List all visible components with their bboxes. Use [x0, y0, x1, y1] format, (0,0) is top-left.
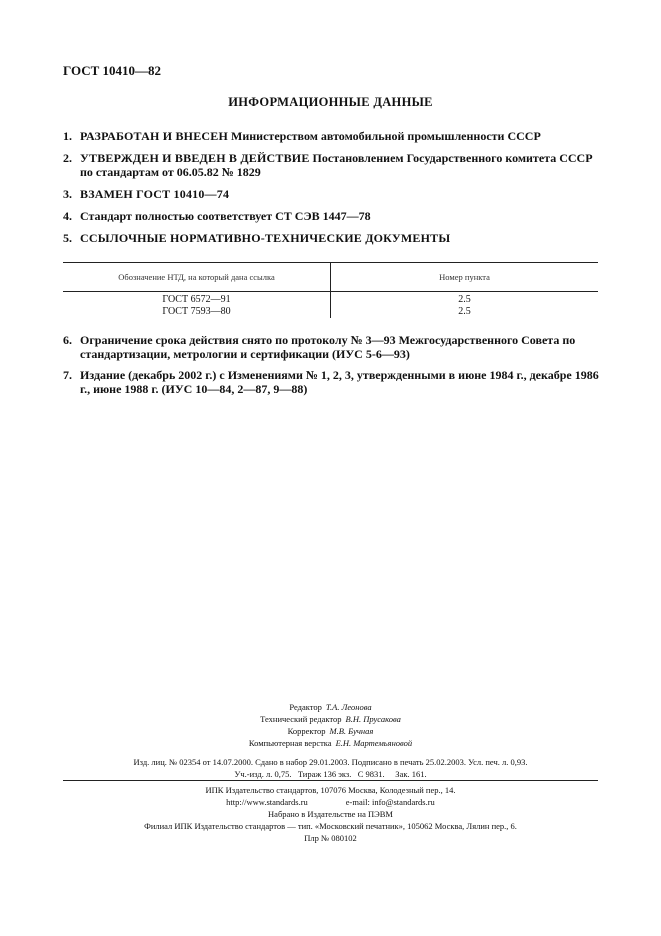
credit-line: [0, 701, 661, 713]
publication-info: [0, 756, 661, 780]
imprint-typeset: Набрано в Издательстве на ПЭВМ: [268, 809, 393, 819]
list-item: [63, 151, 603, 179]
table-cell: ГОСТ 7593—80: [63, 306, 331, 318]
info-list-continued: [63, 333, 603, 403]
imprint-address: ИПК Издательство стандартов, 107076 Москва, Колодезный пер., 14.: [205, 785, 456, 795]
info-list: [63, 129, 603, 253]
credit-role: Технический редактор: [260, 714, 342, 724]
column-header-clause: Номер пункта: [331, 263, 599, 292]
credit-line: [0, 737, 661, 749]
credit-line: [0, 713, 661, 725]
credit-role: Редактор: [289, 702, 322, 712]
item-number: 7.: [63, 368, 72, 382]
credit-name: В.Н. Прусакова: [345, 714, 401, 724]
table-row: [63, 292, 598, 307]
credit-role: Компьютерная верстка: [248, 738, 332, 748]
list-item: [63, 368, 603, 396]
column-header-designation: Обозначение НТД, на который дана ссылка: [63, 263, 331, 292]
item-number: 4.: [63, 209, 72, 223]
table-row: [63, 306, 598, 318]
item-number: 2.: [63, 151, 72, 165]
imprint-branch: Филиал ИПК Издательство стандартов — тип. «Московский печатник», 105062 Москва, Лялин пер., 6.: [144, 821, 517, 831]
item-lead: РАЗРАБОТАН И ВНЕСЕН: [80, 129, 229, 143]
imprint-email: e-mail: info@standards.ru: [345, 797, 435, 807]
list-item: [63, 333, 603, 361]
divider: [63, 780, 598, 781]
reference-table: [63, 262, 598, 318]
item-number: 1.: [63, 129, 72, 143]
document-code: ГОСТ 10410—82: [63, 63, 162, 78]
credit-line: [0, 725, 661, 737]
list-item: [63, 187, 603, 201]
table-cell: ГОСТ 6572—91: [63, 292, 331, 307]
item-number: 6.: [63, 333, 72, 347]
credit-name: М.В. Бучная: [329, 726, 374, 736]
table-cell: 2.5: [458, 294, 471, 305]
list-item: [63, 231, 603, 245]
item-text: Стандарт полностью соответствует СТ СЭВ 1447—78: [80, 209, 371, 223]
table-cell: 2.5: [458, 306, 471, 317]
list-item: [63, 209, 603, 223]
page-title: ИНФОРМАЦИОННЫЕ ДАННЫЕ: [228, 95, 433, 109]
item-number: 3.: [63, 187, 72, 201]
credit-role: Корректор: [287, 726, 326, 736]
publication-info-line: Изд. лиц. № 02354 от 14.07.2000. Сдано в набор 29.01.2003. Подписано в печать 25.02.2003. Усл. печ. л. 0,93.: [133, 757, 528, 767]
item-text: Постановлением Государственного комитета СССР по стандартам от 06.05.82 № 1829: [80, 151, 593, 179]
publisher-imprint: [0, 784, 661, 844]
item-lead: УТВЕРЖДЕН И ВВЕДЕН В ДЕЙСТВИЕ: [80, 151, 310, 165]
list-item: [63, 129, 603, 143]
credit-name: Т.А. Леонова: [325, 702, 372, 712]
item-number: 5.: [63, 231, 72, 245]
credit-name: Е.Н. Мартемьяновой: [335, 738, 413, 748]
item-text: Министерством автомобильной промышленности СССР: [231, 129, 541, 143]
item-text: Ограничение срока действия снято по протоколу № 3—93 Межгосударственного Совета по стандартизации, метрологии и сертификации (ИУС 5-6—93): [80, 333, 576, 361]
imprint-website: http://www.standards.ru: [226, 797, 308, 807]
item-text: Издание (декабрь 2002 г.) с Изменениями № 1, 2, 3, утвержденными в июне 1984 г., декабре 1986 г., июне 1988 г. (ИУС 10—84, 2—87, 9—88): [80, 368, 599, 396]
editorial-credits: [0, 701, 661, 749]
table-header-row: [63, 263, 598, 292]
item-lead: ВЗАМЕН ГОСТ 10410—74: [80, 187, 230, 201]
item-lead: ССЫЛОЧНЫЕ НОРМАТИВНО-ТЕХНИЧЕСКИЕ ДОКУМЕНТЫ: [80, 231, 451, 245]
imprint-license: Плр № 080102: [304, 833, 357, 843]
publication-info-line: Уч.-изд. л. 0,75. Тираж 136 экз. С 9831. Зак. 161.: [234, 769, 427, 779]
